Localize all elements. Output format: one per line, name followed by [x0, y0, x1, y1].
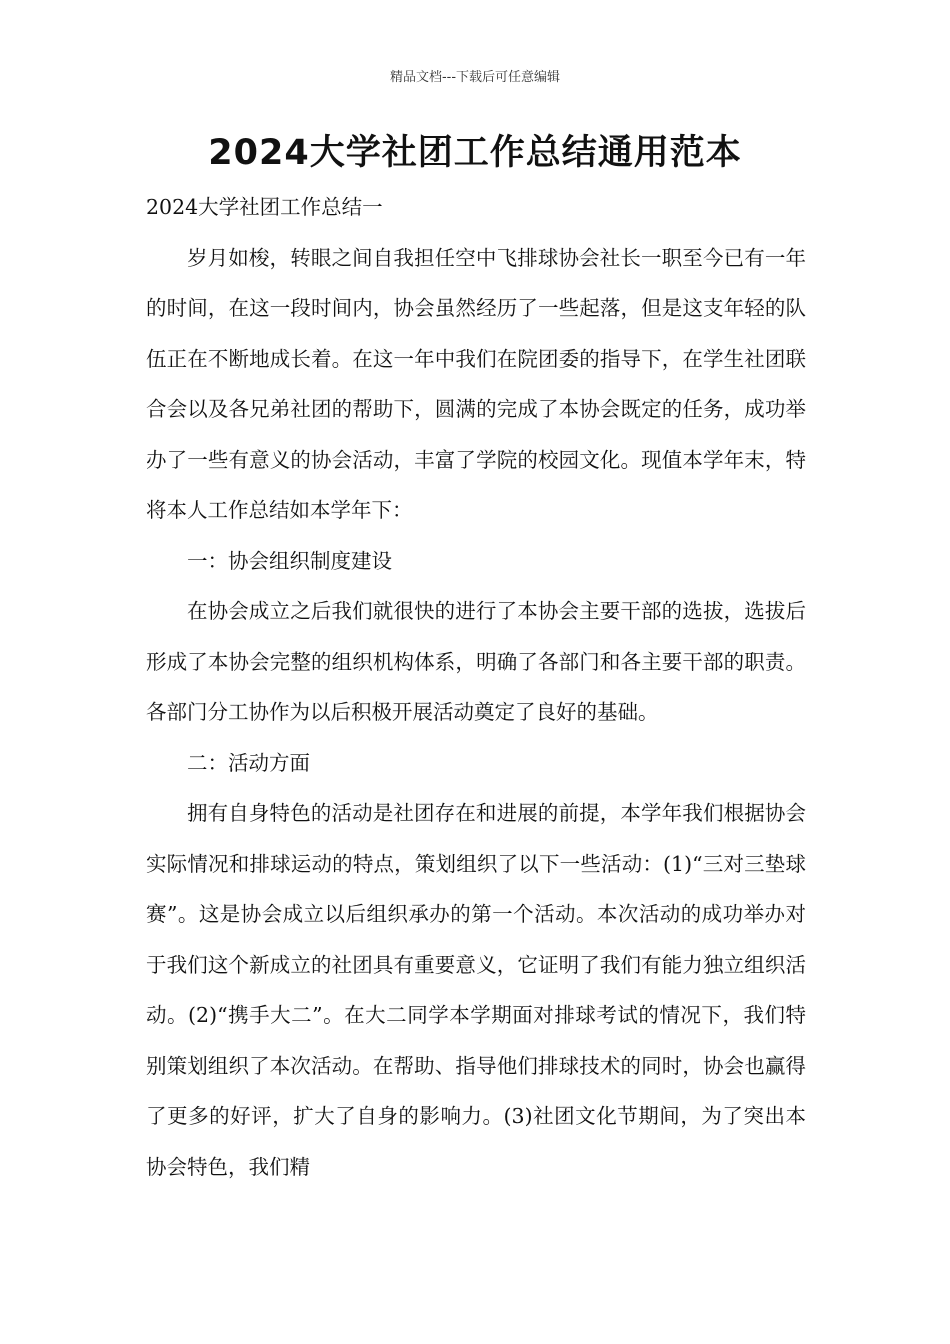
document-subtitle: 2024大学社团工作总结一: [146, 195, 383, 219]
document-title: 2024大学社团工作总结通用范本: [208, 133, 742, 173]
header-note: 精品文档---下载后可任意编辑: [389, 70, 561, 85]
section-heading-organization: 一：协会组织制度建设: [187, 548, 392, 573]
paragraph-intro: 岁月如梭，转眼之间自我担任空中飞排球协会社长一职至今已有一年的时间，在这一段时间内，协会虽然经历了一些起落，但是这支年轻的队伍正在不断地成长着。在这一年中我们在院团委的指导下，在学生社团联合会以及各兄弟社团的帮助下，圆满的完成了本协会既定的任务，成功举办了一些有意义的协会活动，丰富了学院的校园文化。现值本学年末，特将本人工作总结如本学年下：: [146, 245, 806, 522]
document-body: [146, 182, 806, 1192]
section-heading-activities: 二：活动方面: [187, 750, 310, 775]
paragraph-organization: 在协会成立之后我们就很快的进行了本协会主要干部的选拔，选拔后形成了本协会完整的组织机构体系，明确了各部门和各主要干部的职责。各部门分工协作为以后积极开展活动奠定了良好的基础。: [146, 599, 806, 724]
paragraph-activities: 拥有自身特色的活动是社团存在和进展的前提，本学年我们根据协会实际情况和排球运动的特点，策划组织了以下一些活动：(1)“三对三垫球赛”。这是协会成立以后组织承办的第一个活动。本次活动的成功举办对于我们这个新成立的社团具有重要意义，它证明了我们有能力独立组织活动。(2)“携手大二”。在大二同学本学期面对排球考试的情况下，我们特别策划组织了本次活动。在帮助、指导他们排球技术的同时，协会也赢得了更多的好评，扩大了自身的影响力。(3)社团文化节期间，为了突出本协会特色，我们精: [146, 801, 806, 1179]
